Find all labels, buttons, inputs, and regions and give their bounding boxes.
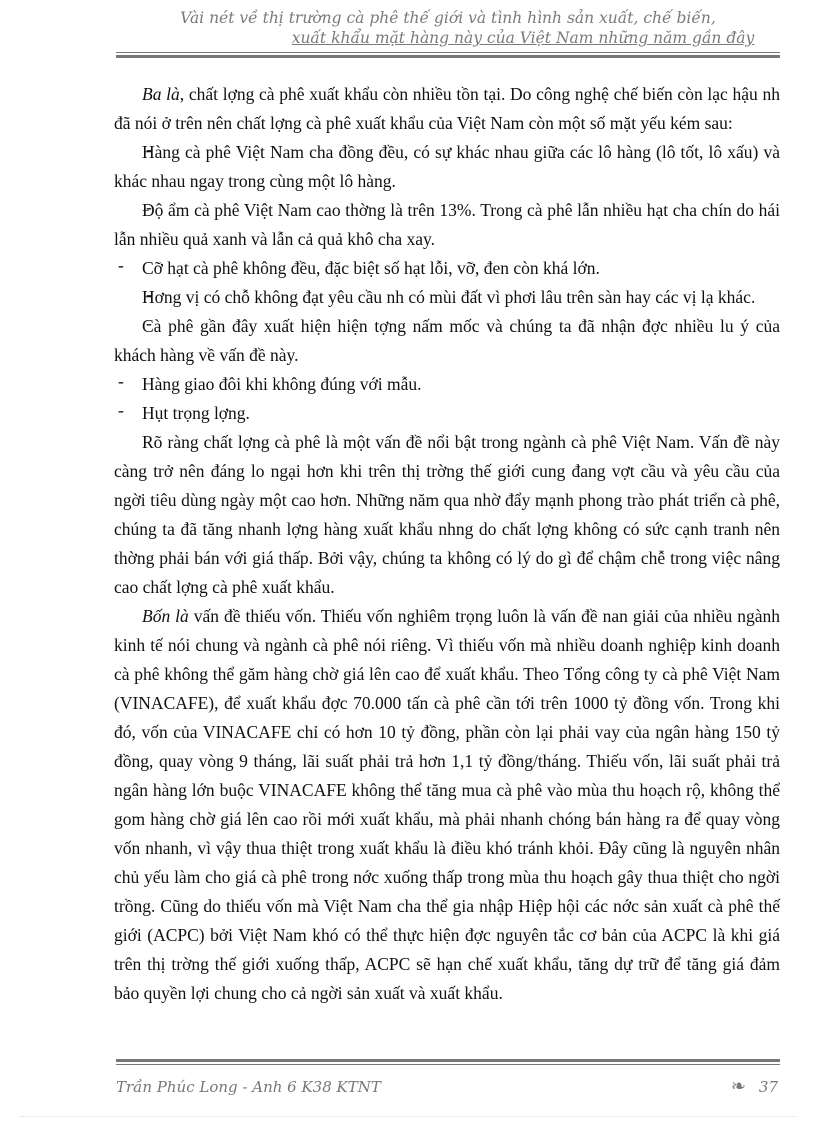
list-item: - Hàng cà phê Việt Nam cha đồng đều, có sự khác nhau giữa các lô hàng (lô tốt, lô xấu) và khác nhau ngay trong cùng một lô hàng.: [114, 138, 780, 196]
paragraph-text: vấn đề thiếu vốn. Thiếu vốn nghiêm trọng luôn là vấn đề nan giải của nhiều ngành kinh tế nói chung và ngành cà phê nói riêng. Vì thiếu vốn mà nhiều doanh nghiệp kinh doanh cà phê không thể găm hàng chờ giá lên cao để xuất khẩu. Theo Tổng công ty cà phê Việt Nam (VINACAFE), để xuất khẩu đợc 70.000 tấn cà phê cần tới trên 1000 tỷ đồng vốn. Trong khi đó, vốn của VINACAFE chỉ có hơn 10 tỷ đồng, phần còn lại phải vay của ngân hàng 150 tỷ đồng, quay vòng 9 tháng, lãi suất phải trả hơn 1,1 tỷ đồng/tháng. Thiếu vốn, lãi suất phải trả ngân hàng lớn buộc VINACAFE không thể tăng mua cà phê vào mùa thu hoạch rộ, không thể gom hàng chờ giá lên cao rồi mới xuất khẩu, mà phải nhanh chóng bán hàng ra để quay vòng vốn nhanh, vì vậy thua thiệt trong xuất khẩu là điều khó tránh khỏi. Đây cũng là nguyên nhân chủ yếu làm cho giá cà phê trong nớc xuống thấp trong mùa thu hoạch gây thua thiệt cho ngời trồng. Cũng do thiếu vốn mà Việt Nam cha thể gia nhập Hiệp hội các nớc sản xuất cà phê thế giới (ACPC) bởi Việt Nam khó có thể thực hiện đợc nguyên tắc cơ bản của ACPC là khi giá trên thị trờng thế giới xuống thấp, ACPC sẽ hạn chế xuất khẩu, tăng dự trữ để tăng giá đảm bảo quyền lợi chung cho cả ngời sản xuất và xuất khẩu.: [114, 606, 780, 1003]
list-item: - Độ ẩm cà phê Việt Nam cao thờng là trên 13%. Trong cà phê lẫn nhiều hạt cha chín do hái lẫn nhiều quả xanh và lẫn cả quả khô cha xay.: [114, 196, 780, 254]
fleuron-icon: ❧: [730, 1076, 746, 1097]
list-item: - Hụt trọng lợng.: [114, 399, 780, 428]
header-line-1: Vài nét về thị trường cà phê thế giới và tình hình sản xuất, chế biến,: [180, 9, 716, 27]
paragraph-bon-la: [114, 602, 780, 1008]
running-header: [116, 8, 780, 48]
list-item: - Hàng giao đôi khi không đúng với mẫu.: [114, 370, 780, 399]
paragraph-chat-luong: Rõ ràng chất lợng cà phê là một vấn đề nổi bật trong ngành cà phê Việt Nam. Vấn đề này càng trở nên đáng lo ngại hơn khi trên thị trờng thế giới cung đang vợt cầu và yêu cầu của ngời tiêu dùng ngày một cao hơn. Những năm qua nhờ đẩy mạnh phong trào phát triển cà phê, chúng ta đã tăng nhanh lợng hàng xuất khẩu nhng do chất lợng không có sức cạnh tranh nên thờng phải bán với giá thấp. Bởi vậy, chúng ta không có lý do gì để chậm chễ trong việc nâng cao chất lợng cà phê xuất khẩu.: [114, 432, 780, 597]
header-line-2: xuất khẩu mặt hàng này của Việt Nam những năm gần đây: [291, 29, 755, 47]
paragraph-ba-la: [114, 80, 780, 138]
paragraph-lead: Bốn là: [142, 606, 189, 626]
page-body: [114, 80, 780, 1008]
list-item: - Hơng vị có chỗ không đạt yêu cầu nh có mùi đất vì phơi lâu trên sàn hay các vị lạ khác.: [114, 283, 780, 312]
footer-rule: [116, 1059, 780, 1065]
footer-author: Trần Phúc Long - Anh 6 K38 KTNT: [116, 1078, 381, 1096]
header-rule: [116, 52, 780, 58]
list-item: - Cà phê gần đây xuất hiện hiện tợng nấm mốc và chúng ta đã nhận đợc nhiều lu ý của khách hàng về vấn đề này.: [114, 312, 780, 370]
paragraph-text: , chất lợng cà phê xuất khẩu còn nhiều tồn tại. Do công nghệ chế biến còn lạc hậu nh đã nói ở trên nên chất lợng cà phê xuất khẩu của Việt Nam còn một số mặt yếu kém sau:: [114, 84, 780, 133]
page-number: 37: [758, 1078, 778, 1096]
list-item: - Cỡ hạt cà phê không đều, đặc biệt số hạt lỗi, vỡ, đen còn khá lớn.: [114, 254, 780, 283]
bottom-divider: [20, 1116, 796, 1117]
running-footer: [116, 1078, 780, 1100]
paragraph-lead: Ba là: [142, 84, 180, 104]
